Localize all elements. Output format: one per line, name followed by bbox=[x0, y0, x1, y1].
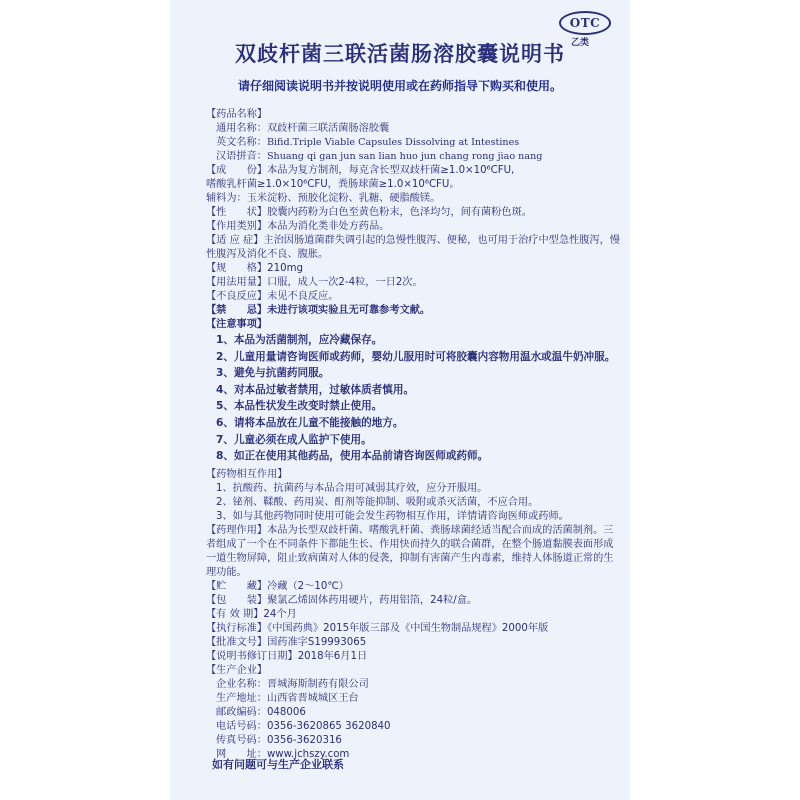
manufacturer-field-label: 网 址： bbox=[216, 748, 267, 760]
dosage-value: 口服，成人一次2-4粒，一日2次。 bbox=[267, 277, 423, 288]
validity-row bbox=[206, 608, 620, 622]
composition-label: 【成 份】 bbox=[206, 165, 268, 176]
interaction-item: 3、如与其他药物同时使用可能会发生药物相互作用，详情请咨询医师或药师。 bbox=[216, 510, 569, 522]
storage-value: 冷藏（2～10℃） bbox=[267, 580, 349, 592]
manufacturer-field bbox=[206, 720, 620, 734]
manufacturer-field bbox=[206, 692, 620, 706]
footer-note: 如有问题可与生产企业联系 bbox=[212, 758, 344, 771]
approval-row bbox=[206, 636, 620, 650]
manufacturer-field bbox=[206, 734, 620, 748]
adverse-value: 未见不良反应。 bbox=[267, 291, 339, 302]
manufacturer-field-label: 电话号码： bbox=[216, 720, 267, 732]
pinyin-row bbox=[206, 150, 620, 164]
manufacturer-field bbox=[206, 678, 620, 692]
storage-label: 【贮 藏】 bbox=[206, 580, 268, 592]
pharmacology-label: 【药理作用】 bbox=[206, 524, 268, 536]
manufacturer-field-value: www.jchszy.com bbox=[266, 748, 350, 760]
interactions-heading: 【药物相互作用】 bbox=[206, 468, 288, 480]
english-name-value: Bifid.Triple Viable Capsules Dissolving at Intestines bbox=[266, 137, 520, 148]
standard-value: 《中国药典》2015年版三部及《中国生物制品规程》2000年版 bbox=[267, 622, 549, 634]
contraindications-label: 【禁 忌】 bbox=[206, 305, 268, 316]
precaution-item: 3、避免与抗菌药同服。 bbox=[216, 367, 330, 380]
category-label: 【作用类别】 bbox=[206, 221, 268, 232]
package-label: 【包 装】 bbox=[206, 594, 268, 606]
precaution-item: 8、如正在使用其他药品，使用本品前请咨询医师或药师。 bbox=[216, 450, 489, 463]
adverse-row bbox=[206, 290, 620, 304]
drug-name-section bbox=[206, 108, 620, 122]
document-title: 双歧杆菌三联活菌肠溶胶囊说明书 bbox=[235, 42, 565, 66]
specification-label: 【规 格】 bbox=[206, 263, 268, 274]
standard-row bbox=[206, 622, 620, 636]
package-row bbox=[206, 594, 620, 608]
dosage-row bbox=[206, 276, 620, 290]
properties-row bbox=[206, 206, 620, 220]
specification-row bbox=[206, 262, 620, 276]
contraindications-value: 未进行该项实验且无可靠参考文献。 bbox=[267, 305, 431, 316]
approval-value: 国药准字S19993065 bbox=[267, 636, 367, 648]
revision-label: 【说明书修订日期】 bbox=[206, 650, 298, 662]
indications-value: 主治因肠道菌群失调引起的急慢性腹泻、便秘，也可用于治疗中型急性腹泻，慢性腹泻及消化不良、腹胀。 bbox=[206, 235, 620, 260]
manufacturer-field-label: 企业名称： bbox=[216, 678, 267, 690]
precaution-item: 4、对本品过敏者禁用，过敏体质者慎用。 bbox=[216, 383, 415, 396]
properties-value: 胶囊内药粉为白色至黄色粉末，色泽均匀，间有菌粉色斑。 bbox=[267, 207, 532, 218]
category-row bbox=[206, 220, 620, 234]
validity-value: 24个月 bbox=[263, 608, 297, 620]
manufacturer-field-label: 邮政编码： bbox=[216, 706, 267, 718]
composition-row bbox=[206, 164, 620, 178]
generic-name-row bbox=[206, 122, 620, 136]
manufacturer-field-value: 0356-3620316 bbox=[266, 734, 342, 746]
pharmacology-value: 本品为长型双歧杆菌、嗜酸乳杆菌、粪肠球菌经适当配合而成的活菌制剂。三者组成了一个在不同条件下都能生长、作用快而持久的联合菌群，在整个肠道黏膜表面形成一道生物屏障，阻止致病菌对人体的侵袭，抑制有害菌产生内毒素，维持人体肠道正常的生理功能。 bbox=[206, 524, 614, 578]
revision-value: 2018年6月1日 bbox=[297, 650, 368, 662]
precaution-item: 6、请将本品放在儿童不能接触的地方。 bbox=[216, 416, 404, 429]
generic-name-label: 通用名称： bbox=[216, 123, 267, 134]
dosage-label: 【用法用量】 bbox=[206, 277, 268, 288]
approval-label: 【批准文号】 bbox=[206, 636, 268, 648]
manufacturer-field-value: 山西省晋城城区王台 bbox=[266, 692, 359, 704]
english-name-row bbox=[206, 136, 620, 150]
otc-badge: OTC bbox=[559, 11, 611, 35]
manufacturer-field-label: 生产地址： bbox=[216, 692, 267, 704]
specification-value: 210mg bbox=[267, 263, 303, 274]
manufacturer-field-value: 晋城海斯制药有限公司 bbox=[266, 678, 369, 690]
adverse-label: 【不良反应】 bbox=[206, 291, 268, 302]
pharmacology-row bbox=[206, 524, 620, 580]
composition-line-2: 嗜酸乳杆菌≥1.0×10⁶CFU，粪肠球菌≥1.0×10⁶CFU。 bbox=[206, 179, 460, 190]
leaflet-body bbox=[206, 108, 620, 762]
interaction-item: 1、抗酸药、抗菌药与本品合用可减弱其疗效，应分开服用。 bbox=[216, 482, 488, 494]
storage-row bbox=[206, 580, 620, 594]
manufacturer-field bbox=[206, 706, 620, 720]
contraindications-row bbox=[206, 304, 620, 318]
indications-label: 【适 应 症】 bbox=[206, 235, 264, 246]
drug-name-label: 【药品名称】 bbox=[206, 109, 268, 120]
package-value: 聚氯乙烯固体药用硬片，药用铝箔，24粒/盒。 bbox=[267, 594, 478, 606]
english-name-label: 英文名称： bbox=[216, 137, 267, 148]
generic-name-value: 双歧杆菌三联活菌肠溶胶囊 bbox=[266, 123, 390, 134]
category-value: 本品为消化类非处方药品。 bbox=[267, 221, 390, 232]
manufacturer-field-label: 传真号码： bbox=[216, 734, 267, 746]
composition-line-1: 本品为复方制剂，每克含长型双歧杆菌≥1.0×10⁶CFU, bbox=[267, 165, 515, 176]
precaution-item: 2、儿童用量请咨询医师或药师，婴幼儿服用时可将胶囊内容物用温水或温牛奶冲服。 bbox=[216, 350, 616, 363]
manufacturer-heading: 【生产企业】 bbox=[206, 664, 268, 676]
otc-class-label: 乙类 bbox=[571, 38, 590, 48]
precaution-item: 1、本品为活菌制剂，应冷藏保存。 bbox=[216, 334, 383, 346]
precaution-item: 7、儿童必须在成人监护下使用。 bbox=[216, 433, 372, 446]
manufacturer-field-value: 048006 bbox=[266, 706, 306, 718]
interaction-item: 2、铋剂、鞣酸、药用炭、酊剂等能抑制、吸附或杀灭活菌，不应合用。 bbox=[216, 496, 539, 508]
document-subtitle: 请仔细阅读说明书并按说明使用或在药师指导下购买和使用。 bbox=[237, 79, 562, 93]
pinyin-value: Shuang qi gan jun san lian huo jun chang rong jiao nang bbox=[266, 151, 543, 162]
precaution-item: 5、本品性状发生改变时禁止使用。 bbox=[216, 400, 383, 413]
excipients: 辅料为：玉米淀粉、预胶化淀粉、乳糖、硬脂酸镁。 bbox=[206, 193, 441, 204]
properties-label: 【性 状】 bbox=[206, 207, 268, 218]
indications-row bbox=[206, 234, 620, 262]
revision-row bbox=[206, 650, 620, 664]
pinyin-label: 汉语拼音： bbox=[216, 151, 267, 162]
validity-label: 【有 效 期】 bbox=[206, 608, 264, 620]
manufacturer-field-value: 0356-3620865 3620840 bbox=[266, 720, 391, 732]
precautions-heading: 【注意事项】 bbox=[206, 319, 268, 330]
standard-label: 【执行标准】 bbox=[206, 622, 268, 634]
